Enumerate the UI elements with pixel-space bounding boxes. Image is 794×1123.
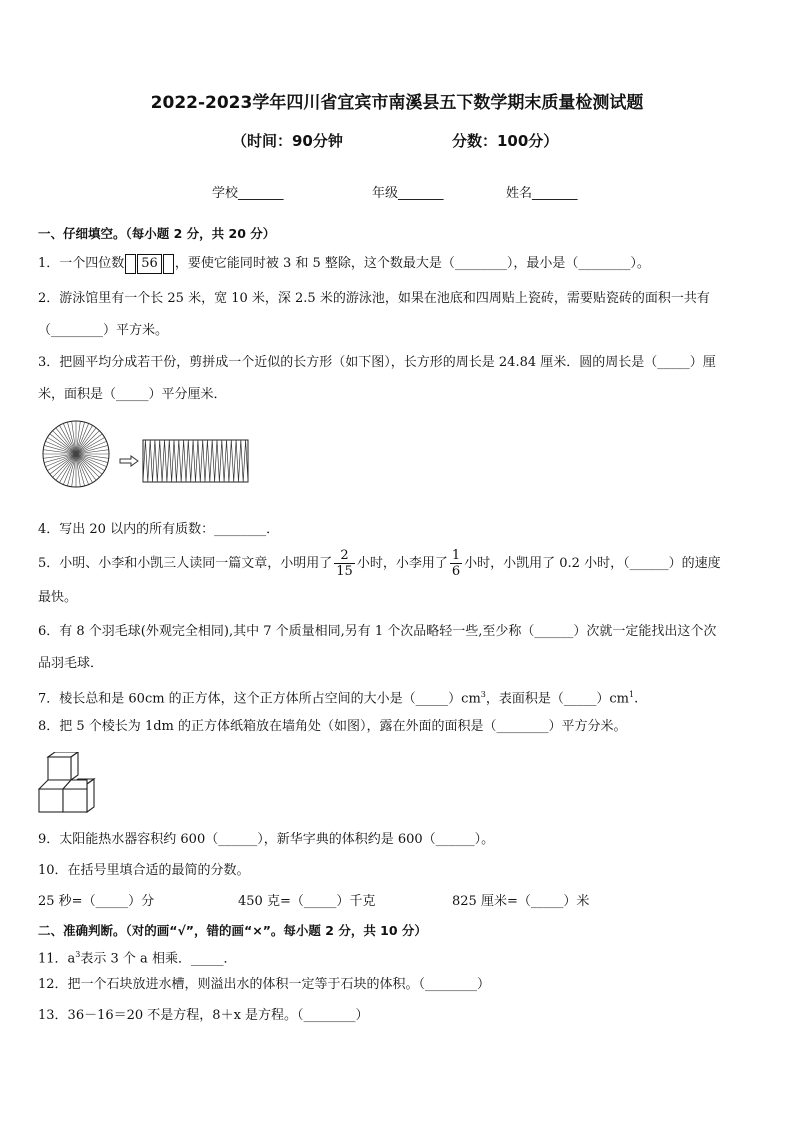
q7-sup-1: 3 [480, 690, 486, 699]
q7-sup-2: 1 [629, 690, 635, 699]
name-field: 姓名_______ [506, 186, 578, 201]
question-3 [38, 347, 758, 411]
fraction-1-6 [450, 548, 462, 579]
fraction-numerator: 2 [334, 548, 355, 564]
fraction-2-15 [334, 548, 355, 579]
q5-text-b: 小时，小李用了 [356, 556, 448, 571]
q1-digits: 56 [137, 254, 162, 274]
question-10-heading: 10．在括号里填合适的最简的分数。 [38, 863, 250, 878]
question-5 [38, 548, 758, 614]
question-2 [38, 283, 758, 347]
q5-line-2: 最快。 [38, 590, 78, 605]
question-13: 13．36－16＝20 不是方程，8＋x 是方程。（________） [38, 1008, 369, 1023]
circle-to-rectangle-figure [40, 418, 255, 490]
question-6 [38, 616, 758, 680]
fraction-denominator: 6 [451, 564, 461, 579]
exam-time: （时间：90分钟 [232, 132, 343, 150]
question-8: 8．把 5 个棱长为 1dm 的正方体纸箱放在墙角处（如图），露在外面的面积是（________）平方分米。 [38, 719, 627, 734]
question-4: 4．写出 20 以内的所有质数：________． [38, 522, 280, 537]
q5-text-a: 5．小明、小李和小凯三人读同一篇文章，小明用了 [38, 556, 333, 571]
q1-digit-box-1 [125, 254, 136, 274]
section-judgement-heading: 二、准确判断。（对的画“√”，错的画“×”。每小题 2 分，共 10 分） [38, 923, 427, 938]
q2-line-2: （________）平方米。 [38, 323, 169, 338]
approx-rectangle [143, 440, 248, 482]
q1-text-a: 1．一个四位数 [38, 256, 125, 271]
section-fill-in-heading: 一、仔细填空。（每小题 2 分，共 20 分） [38, 226, 276, 241]
question-7 [38, 679, 758, 715]
question-12: 12．把一个石块放进水槽，则溢出水的体积一定等于石块的体积。（________） [38, 977, 491, 992]
q7-text-b: ，表面积是（_____）cm [485, 691, 629, 707]
fraction-denominator: 15 [336, 564, 353, 579]
q10-item-a: 25 秒=（_____）分 [38, 894, 155, 909]
q11-text-a: 11．a [38, 951, 76, 967]
q10-item-b: 450 克=（_____）千克 [238, 894, 376, 909]
q1-text-b: ，要使它能同时被 3 和 5 整除，这个数最大是（________），最小是（________）。 [174, 256, 650, 271]
q6-line-1: 6．有 8 个羽毛球(外观完全相同),其中 7 个质量相同,另有 1 个次品略轻一些,至少称（______）次就一定能找出这个次 [38, 624, 717, 639]
question-1 [38, 248, 758, 280]
q2-line-1: 2．游泳馆里有一个长 25 米，宽 10 米，深 2.5 米的游泳池，如果在池底和四周贴上瓷砖，需要贴瓷砖的面积一共有 [38, 291, 710, 306]
q11-text-b: 表示 3 个 a 相乘．_____． [80, 951, 237, 967]
school-field: 学校_______ [212, 186, 284, 201]
q7-text-c: . [634, 691, 639, 707]
exam-score: 分数：100分） [452, 132, 559, 150]
q5-line-1 [38, 548, 758, 580]
q3-line-2: 米，面积是（_____）平分厘米． [38, 387, 227, 402]
q7-text-a: 7．棱长总和是 60cm 的正方体，这个正方体所占空间的大小是（_____）cm [38, 691, 481, 707]
q1-digit-box-2 [163, 254, 174, 274]
grade-field: 年级_______ [372, 186, 444, 201]
q5-text-c: 小时，小凯用了 0.2 小时，（______）的速度 [464, 556, 721, 571]
q11-sup: 3 [75, 950, 81, 959]
arrow-icon [120, 456, 138, 466]
question-9: 9．太阳能热水器容积约 600（______），新华字典的体积约是 600（______）。 [38, 832, 495, 847]
q3-line-1: 3．把圆平均分成若干份，剪拼成一个近似的长方形（如下图），长方形的周长是 24.84 厘米．圆的周长是（_____）厘 [38, 355, 716, 370]
stacked-cubes-figure [38, 752, 98, 816]
sectored-circle [43, 421, 109, 487]
fraction-numerator: 1 [451, 548, 461, 563]
q10-item-c: 825 厘米=（_____）米 [452, 894, 590, 909]
page-title: 2022-2023学年四川省宜宾市南溪县五下数学期末质量检测试题 [150, 93, 644, 113]
q6-line-2: 品羽毛球． [38, 656, 104, 671]
cubes [39, 752, 94, 812]
